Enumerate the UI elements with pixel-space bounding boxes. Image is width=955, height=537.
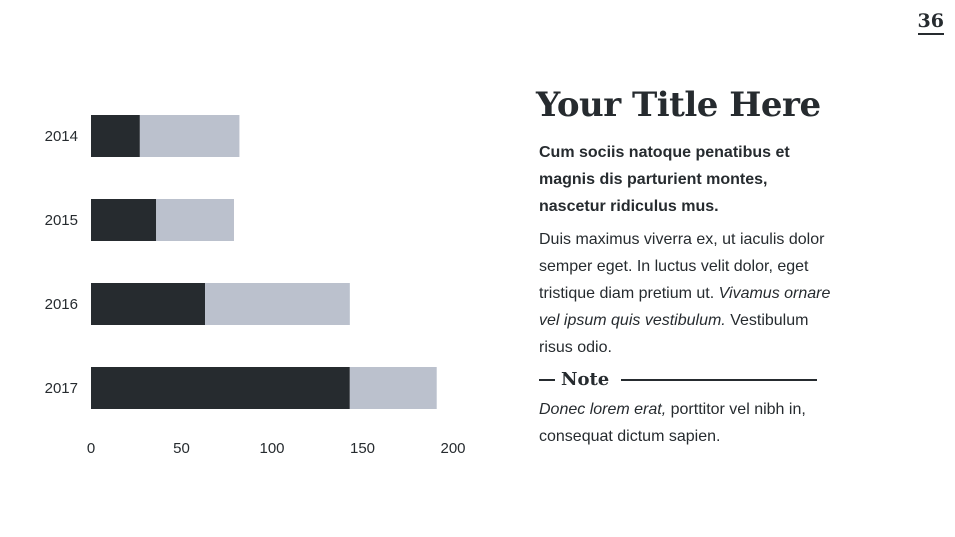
page-title: Your Title Here — [536, 85, 821, 125]
body-text: Duis maximus viverra ex, ut iaculis dolor semper eget. In luctus velit dolor, eget tristique diam pretium ut. — [539, 231, 825, 303]
note-italic-text: Donec lorem erat, — [539, 401, 667, 419]
x-tick-label-150: 150 — [349, 440, 376, 457]
x-tick-label-50: 50 — [173, 440, 190, 457]
bar-2014-segment-2 — [140, 115, 240, 157]
note-label: Note — [561, 369, 610, 391]
page-number: 36 — [918, 12, 944, 35]
body-tail-text: Vestibulum risus odio. — [539, 312, 809, 357]
note-text: porttitor vel nibh in, consequat dictum sapien. — [539, 401, 806, 446]
bar-2016-segment-2 — [205, 283, 350, 325]
note-paragraph — [536, 396, 836, 450]
x-tick-label-0: 0 — [86, 440, 96, 457]
bar-2017-segment-2 — [350, 367, 437, 409]
category-label-2015: 2015 — [44, 212, 78, 229]
note-heading — [536, 369, 836, 390]
body-paragraph — [536, 226, 836, 361]
bar-2015-segment-2 — [156, 199, 234, 241]
bar-2017-segment-1 — [91, 367, 350, 409]
category-label-2014: 2014 — [44, 128, 78, 145]
bar-2014-segment-1 — [91, 115, 140, 157]
bar-2015-segment-1 — [91, 199, 156, 241]
lead-paragraph: Cum sociis natoque penatibus et magnis dis parturient montes, nascetur ridiculus mus. — [539, 144, 790, 216]
bar-2016-segment-1 — [91, 283, 205, 325]
x-tick-label-100: 100 — [259, 440, 285, 457]
note-rule — [621, 379, 817, 381]
body-italic-text: Vivamus ornare vel ipsum quis vestibulum. — [539, 285, 831, 330]
x-tick-label-200: 200 — [440, 440, 466, 457]
content-panel — [536, 86, 836, 450]
category-label-2017: 2017 — [44, 380, 78, 397]
category-label-2016: 2016 — [44, 296, 78, 313]
note-dash — [539, 379, 555, 381]
